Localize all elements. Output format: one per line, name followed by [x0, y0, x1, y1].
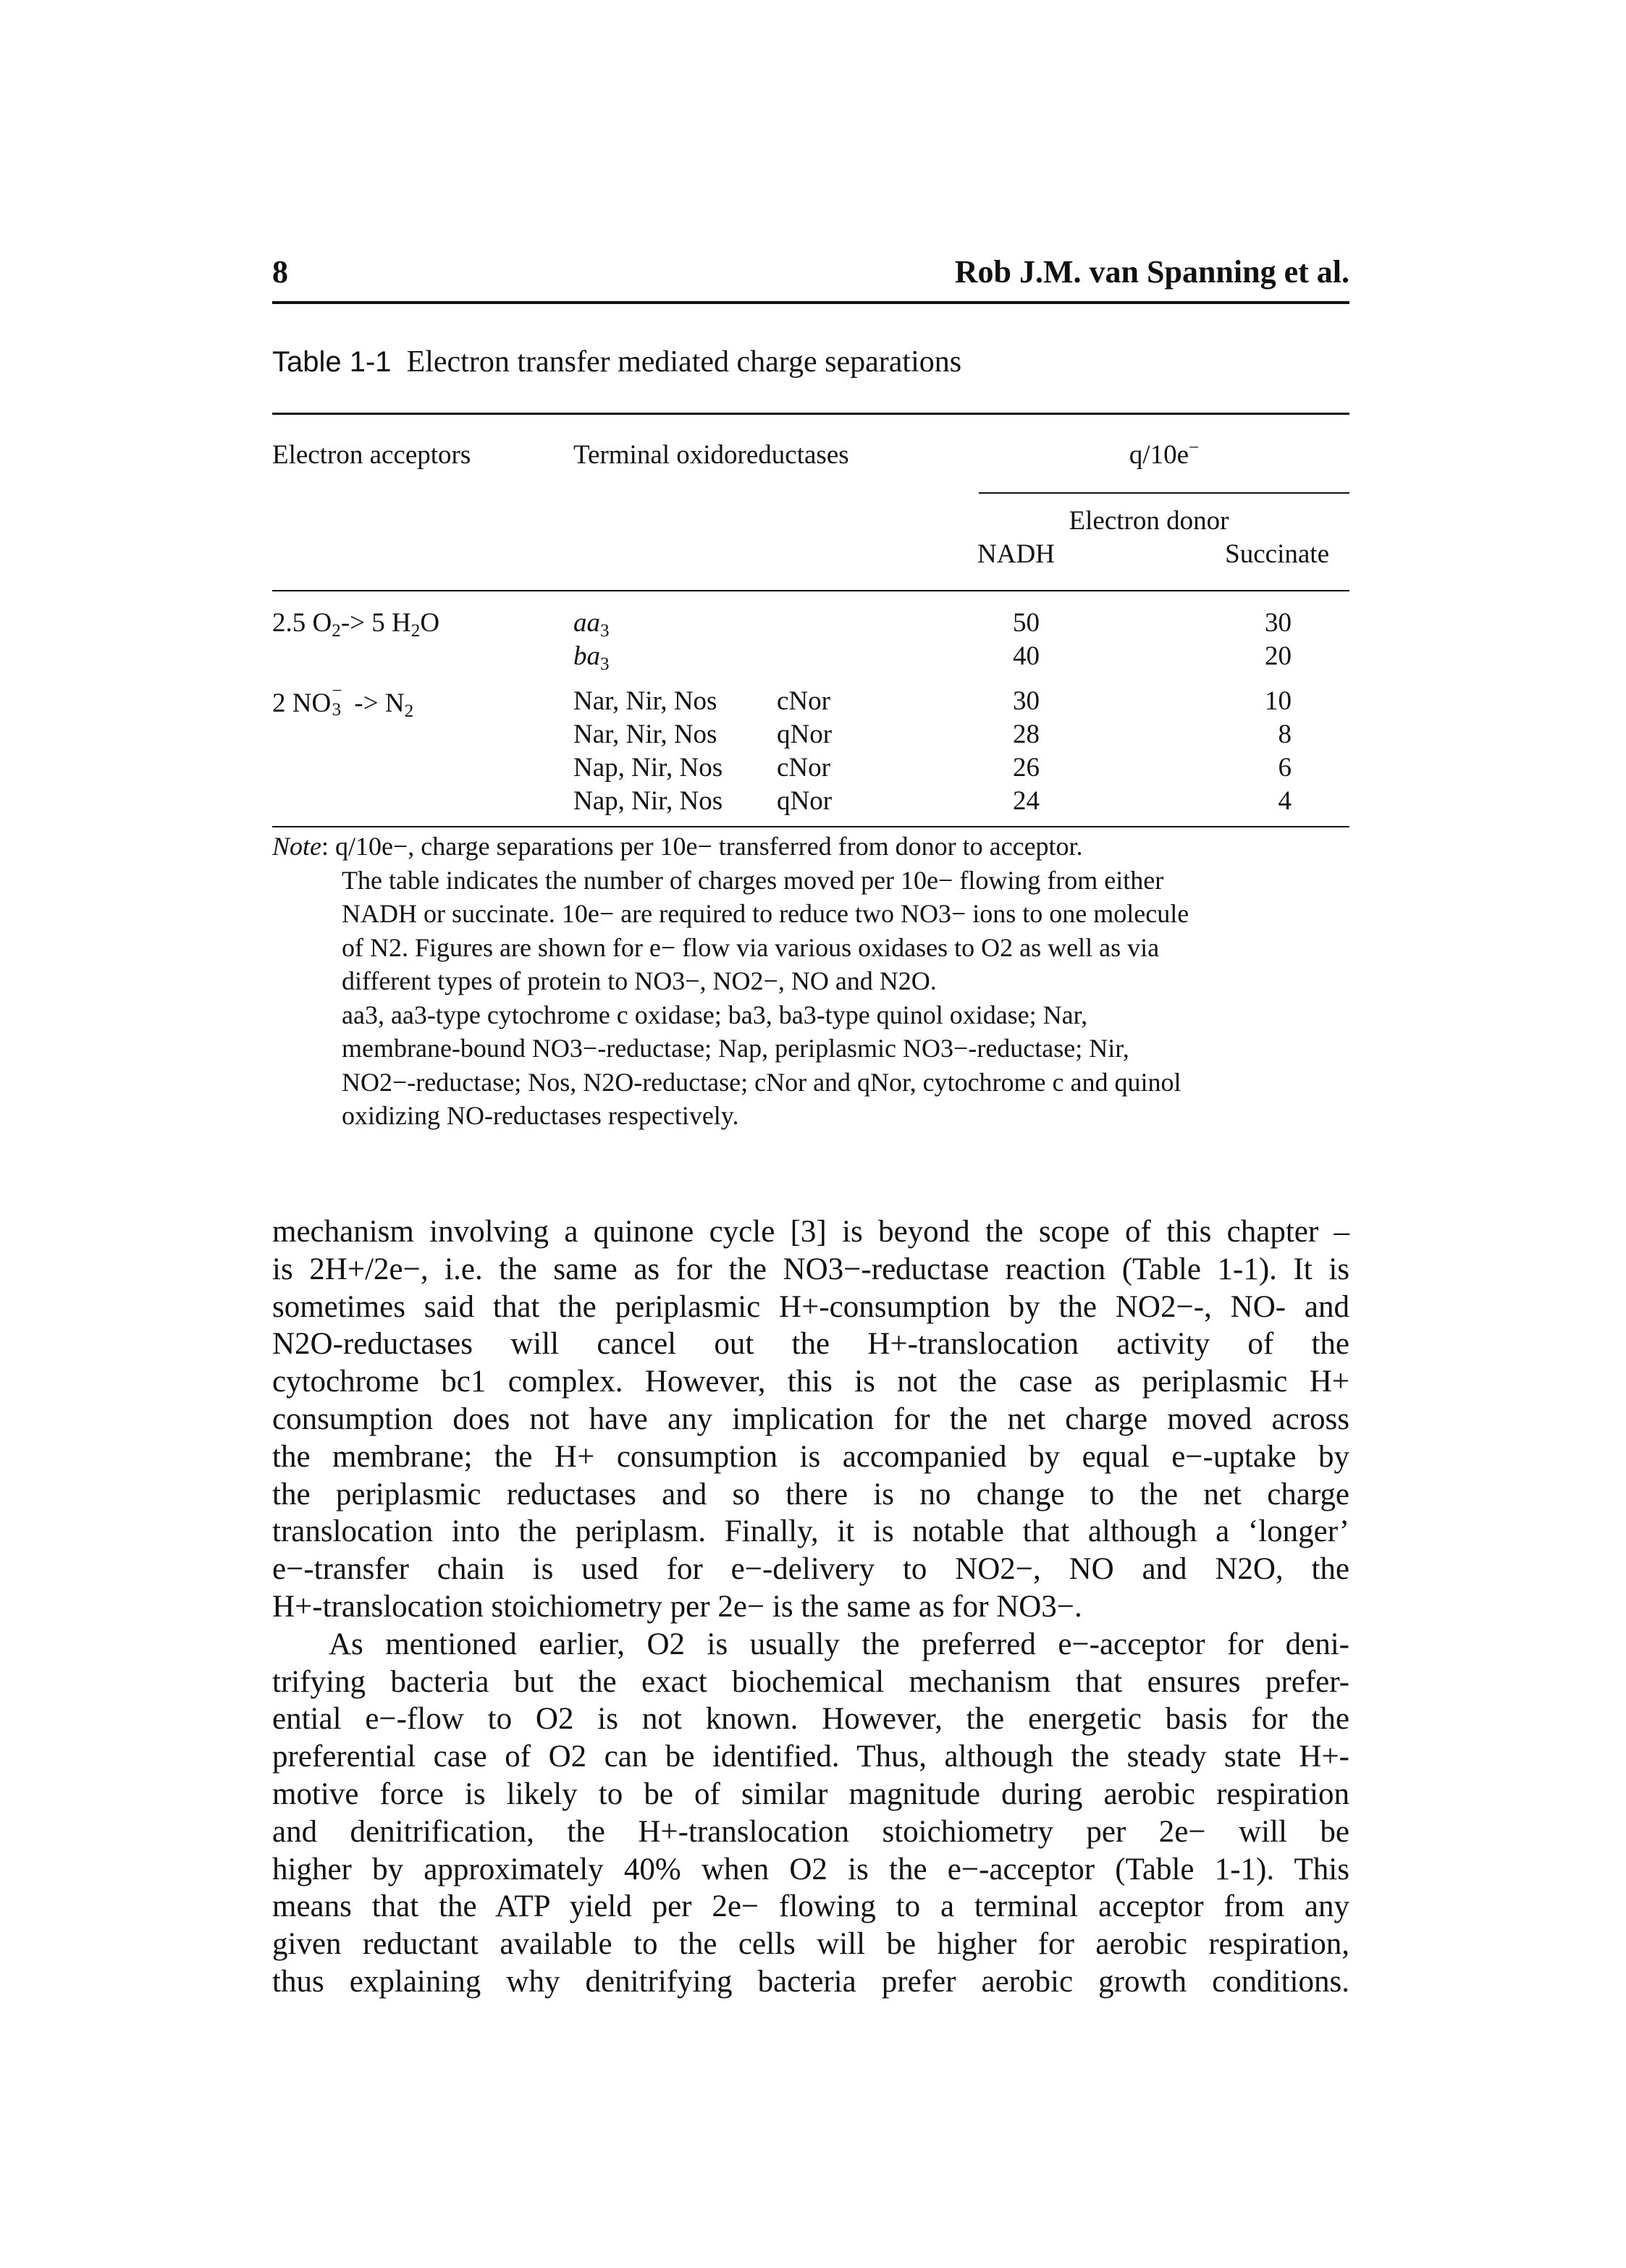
para-1-line: consumption does not have any implication for the net charge moved across — [272, 1401, 1349, 1436]
para-1-line: the membrane; the H+ consumption is accompanied by equal e−-uptake by — [272, 1439, 1349, 1474]
para-1-line: e−-transfer chain is used for e−-delivery to NO2−, NO and N2O, the — [272, 1552, 1349, 1587]
para-1-line: is 2H+/2e−, i.e. the same as for the NO3−-reductase reaction (Table 1-1). It is — [272, 1252, 1349, 1286]
table-row-6-nor: qNor — [777, 786, 833, 816]
note-line-7: membrane-bound NO3−-reductase; Nap, periplasmic NO3−-reductase; Nir, — [342, 1034, 1129, 1063]
table-row-4-nadh: 28 — [1013, 720, 1040, 749]
table-top-rule — [272, 413, 1349, 415]
note-label: Note — [272, 832, 321, 861]
col-header-acceptors: Electron acceptors — [272, 440, 471, 470]
col-header-nadh: NADH — [977, 539, 1055, 569]
paragraph-1 — [272, 1213, 1349, 1626]
acceptor-oxygen: 2.5 $O_2-> 5$ $H_2O$ — [272, 608, 440, 641]
note-line-5: different types of protein to NO3−, NO2−, NO and N2O. — [342, 966, 937, 995]
para-1-line: translocation into the periplasm. Finally, it is notable that although a ‘longer’ — [272, 1514, 1349, 1549]
table-caption-title: Electron transfer mediated charge separations — [406, 345, 962, 379]
col-header-q-text: q/10e — [1129, 440, 1189, 470]
q-subheader-rule — [979, 492, 1349, 494]
table-note — [272, 830, 1358, 1133]
table-row-1-nadh: 50 — [1013, 608, 1040, 638]
table-row-5-nor: cNor — [777, 753, 830, 783]
note-line-2: The table indicates the number of charges moved per 10e− flowing from either — [342, 865, 1164, 895]
note-line-4: of N2. Figures are shown for e− flow via various oxidases to O2 as well as via — [342, 932, 1160, 962]
para-2-line: trifying bacteria but the exact biochemical mechanism that ensures prefer- — [272, 1664, 1349, 1699]
page-header — [272, 248, 1349, 304]
table-row-4-succinate: 8 — [1278, 720, 1292, 749]
para-2-line: As mentioned earlier, O2 is usually the preferred e−-acceptor for deni- — [329, 1627, 1349, 1661]
running-head: Rob J.M. van Spanning et al. — [954, 254, 1349, 290]
para-2-line: means that the ATP yield per 2e− flowing to a terminal acceptor from any — [272, 1889, 1349, 1924]
para-2-line: ential e−-flow to O2 is not known. However, the energetic basis for the — [272, 1702, 1349, 1737]
table-row-3-nor: cNor — [777, 686, 830, 716]
para-2-line: given reductant available to the cells will be higher for aerobic respiration, — [272, 1927, 1349, 1962]
table-row-1-succinate: 30 — [1265, 608, 1292, 638]
table-row-5-succinate: 6 — [1278, 753, 1292, 783]
table-row-5-nadh: 26 — [1013, 753, 1040, 783]
table-row-4-enzyme: Nar, Nir, Nos — [573, 720, 717, 749]
para-2-line: motive force is likely to be of similar magnitude during aerobic respiration — [272, 1776, 1349, 1811]
table-caption — [272, 345, 961, 379]
table-row-6-enzyme: Nap, Nir, Nos — [573, 786, 723, 816]
para-1-line: mechanism involving a quinone cycle [3] is beyond the scope of this chapter – — [272, 1215, 1349, 1249]
para-2-line: higher by approximately 40% when O2 is the e−-acceptor (Table 1-1). This — [272, 1852, 1349, 1887]
para-1-line: the periplasmic reductases and so there is no change to the net charge — [272, 1477, 1349, 1512]
para-1-line: sometimes said that the periplasmic H+-consumption by the NO2−-, NO- and — [272, 1289, 1349, 1324]
table-row-5-enzyme: Nap, Nir, Nos — [573, 753, 723, 783]
table-row-3-nadh: 30 — [1013, 686, 1040, 716]
table-row-2-succinate: 20 — [1265, 641, 1292, 671]
col-header-succinate: Succinate — [1225, 539, 1329, 569]
table-row-3-succinate: 10 — [1265, 686, 1292, 716]
table-row-2-nadh: 40 — [1013, 641, 1040, 671]
body-text — [272, 1213, 1349, 2001]
col-header-oxidoreductases: Terminal oxidoreductases — [573, 440, 849, 470]
table-row-6-succinate: 4 — [1278, 786, 1292, 816]
table-header-rule — [272, 590, 1349, 591]
table-row-3-enzyme: Nar, Nir, Nos — [573, 686, 717, 716]
para-1-line: H+-translocation stoichiometry per 2e− is the same as for NO3−. — [272, 1589, 1082, 1624]
table-row-4-nor: qNor — [777, 720, 833, 749]
electron-donor-header: Electron donor — [1069, 506, 1229, 536]
table-row-2-enzyme: $ba_3$ — [573, 641, 610, 675]
para-2-line: thus explaining why denitrifying bacteria prefer aerobic growth conditions. — [272, 1964, 1349, 1999]
paragraph-2 — [272, 1626, 1349, 2001]
note-line-9: oxidizing NO-reductases respectively. — [342, 1101, 739, 1130]
para-2-line: preferential case of O2 can be identified. Thus, although the steady state H+- — [272, 1740, 1349, 1774]
table-row-1-enzyme: $aa_3$ — [573, 608, 610, 641]
acceptor-nitrate: 2 NO − 3 -> $N_2$ — [272, 681, 414, 722]
note-line-6: aa3, aa3-type cytochrome c oxidase; ba3, ba3-type quinol oxidase; Nar, — [342, 1000, 1088, 1029]
page-number: 8 — [272, 254, 288, 290]
table-bottom-rule — [272, 826, 1349, 827]
para-1-line: cytochrome bc1 complex. However, this is not the case as periplasmic H+ — [272, 1365, 1349, 1399]
col-header-q: q/10e− — [1129, 438, 1200, 470]
para-1-line: N2O-reductases will cancel out the H+-translocation activity of the — [272, 1327, 1349, 1362]
table-caption-label: Table 1-1 — [272, 346, 392, 378]
para-2-line: and denitrification, the H+-translocation stoichiometry per 2e− will be — [272, 1814, 1349, 1849]
table-row-6-nadh: 24 — [1013, 786, 1040, 816]
note-line-8: NO2−-reductase; Nos, N2O-reductase; cNor and qNor, cytochrome c and quinol — [342, 1067, 1181, 1097]
note-line-3: NADH or succinate. 10e− are required to reduce two NO3− ions to one molecule — [342, 899, 1189, 928]
note-line-1: Note: q/10e−, charge separations per 10e− transferred from donor to acceptor. — [272, 832, 1083, 861]
